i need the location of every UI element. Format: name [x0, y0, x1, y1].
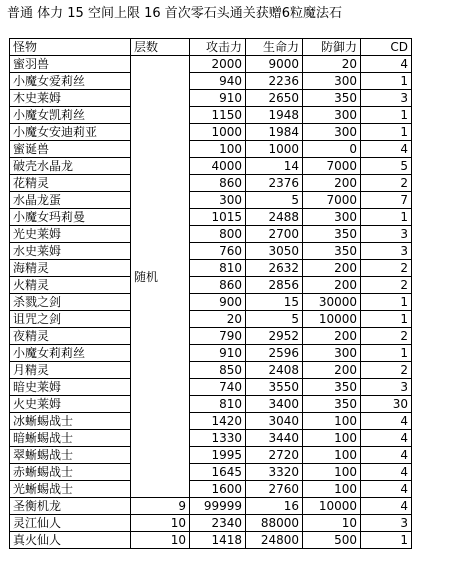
defense-cell: 200 — [303, 328, 361, 345]
defense-cell: 200 — [303, 175, 361, 192]
attack-cell: 1000 — [190, 124, 246, 141]
defense-cell: 100 — [303, 447, 361, 464]
cd-cell: 4 — [361, 481, 412, 498]
cd-cell: 4 — [361, 430, 412, 447]
cd-cell: 3 — [361, 515, 412, 532]
defense-cell: 100 — [303, 430, 361, 447]
attack-cell: 1995 — [190, 447, 246, 464]
hp-cell: 2650 — [246, 90, 303, 107]
cd-cell: 3 — [361, 243, 412, 260]
table-row — [10, 413, 412, 430]
hp-cell: 14 — [246, 158, 303, 175]
table-row — [10, 73, 412, 90]
cd-cell: 2 — [361, 362, 412, 379]
monster-name-cell: 赤蜥蜴战士 — [10, 464, 131, 481]
cd-cell: 4 — [361, 464, 412, 481]
attack-cell: 100 — [190, 141, 246, 158]
hp-cell: 2236 — [246, 73, 303, 90]
hp-cell: 1000 — [246, 141, 303, 158]
level-cell-random: 随机 — [131, 56, 190, 498]
defense-cell: 300 — [303, 107, 361, 124]
cd-cell: 3 — [361, 90, 412, 107]
defense-cell: 0 — [303, 141, 361, 158]
cd-cell: 1 — [361, 532, 412, 549]
monster-name-cell: 海精灵 — [10, 260, 131, 277]
hp-cell: 1948 — [246, 107, 303, 124]
monster-name-cell: 诅咒之剑 — [10, 311, 131, 328]
defense-cell: 200 — [303, 362, 361, 379]
page-title: 普通 体力 15 空间上限 16 首次零石头通关获赠6粒魔法石 — [7, 6, 343, 21]
cd-cell: 4 — [361, 56, 412, 73]
col-header-defense: 防御力 — [303, 39, 361, 56]
cd-cell: 3 — [361, 379, 412, 396]
monster-name-cell: 蜜诞兽 — [10, 141, 131, 158]
table-body — [10, 56, 412, 549]
attack-cell: 940 — [190, 73, 246, 90]
attack-cell: 99999 — [190, 498, 246, 515]
defense-cell: 10 — [303, 515, 361, 532]
hp-cell: 2632 — [246, 260, 303, 277]
table-row — [10, 260, 412, 277]
hp-cell: 2376 — [246, 175, 303, 192]
cd-cell: 2 — [361, 328, 412, 345]
defense-cell: 100 — [303, 464, 361, 481]
monster-name-cell: 火精灵 — [10, 277, 131, 294]
hp-cell: 2700 — [246, 226, 303, 243]
monster-name-cell: 小魔女安迪莉亚 — [10, 124, 131, 141]
cd-cell: 1 — [361, 124, 412, 141]
defense-cell: 10000 — [303, 498, 361, 515]
monster-name-cell: 灵江仙人 — [10, 515, 131, 532]
monster-name-cell: 暗史莱姆 — [10, 379, 131, 396]
table-row — [10, 107, 412, 124]
cd-cell: 1 — [361, 73, 412, 90]
attack-cell: 1420 — [190, 413, 246, 430]
cd-cell: 5 — [361, 158, 412, 175]
attack-cell: 810 — [190, 396, 246, 413]
col-header-cd: CD — [361, 39, 412, 56]
cd-cell: 4 — [361, 413, 412, 430]
defense-cell: 500 — [303, 532, 361, 549]
table-row — [10, 328, 412, 345]
attack-cell: 1418 — [190, 532, 246, 549]
col-header-monster: 怪物 — [10, 39, 131, 56]
monster-name-cell: 翠蜥蜴战士 — [10, 447, 131, 464]
defense-cell: 350 — [303, 396, 361, 413]
table-row — [10, 379, 412, 396]
col-header-level: 层数 — [131, 39, 190, 56]
monster-name-cell: 小魔女玛莉曼 — [10, 209, 131, 226]
monster-name-cell: 蜜羽兽 — [10, 56, 131, 73]
hp-cell: 9000 — [246, 56, 303, 73]
hp-cell: 5 — [246, 192, 303, 209]
attack-cell: 760 — [190, 243, 246, 260]
hp-cell: 2760 — [246, 481, 303, 498]
defense-cell: 200 — [303, 277, 361, 294]
cd-cell: 1 — [361, 294, 412, 311]
monster-name-cell: 木史莱姆 — [10, 90, 131, 107]
table-row — [10, 481, 412, 498]
defense-cell: 200 — [303, 260, 361, 277]
cd-cell: 7 — [361, 192, 412, 209]
hp-cell: 88000 — [246, 515, 303, 532]
table-row — [10, 56, 412, 73]
hp-cell: 3550 — [246, 379, 303, 396]
monster-name-cell: 冰蜥蜴战士 — [10, 413, 131, 430]
hp-cell: 3040 — [246, 413, 303, 430]
col-header-attack: 攻击力 — [190, 39, 246, 56]
defense-cell: 350 — [303, 90, 361, 107]
monster-name-cell: 水晶龙蛋 — [10, 192, 131, 209]
table-row — [10, 515, 412, 532]
cd-cell: 2 — [361, 260, 412, 277]
defense-cell: 300 — [303, 124, 361, 141]
table-row — [10, 345, 412, 362]
hp-cell: 2488 — [246, 209, 303, 226]
cd-cell: 1 — [361, 107, 412, 124]
hp-cell: 24800 — [246, 532, 303, 549]
monster-name-cell: 夜精灵 — [10, 328, 131, 345]
hp-cell: 3440 — [246, 430, 303, 447]
cd-cell: 2 — [361, 175, 412, 192]
attack-cell: 790 — [190, 328, 246, 345]
hp-cell: 2408 — [246, 362, 303, 379]
attack-cell: 860 — [190, 277, 246, 294]
monster-name-cell: 光蜥蜴战士 — [10, 481, 131, 498]
monster-name-cell: 小魔女莉莉丝 — [10, 345, 131, 362]
table-row — [10, 498, 412, 515]
table-row — [10, 192, 412, 209]
cd-cell: 4 — [361, 498, 412, 515]
hp-cell: 15 — [246, 294, 303, 311]
attack-cell: 1600 — [190, 481, 246, 498]
attack-cell: 740 — [190, 379, 246, 396]
table-row — [10, 311, 412, 328]
hp-cell: 3400 — [246, 396, 303, 413]
hp-cell: 2952 — [246, 328, 303, 345]
cd-cell: 3 — [361, 226, 412, 243]
attack-cell: 300 — [190, 192, 246, 209]
defense-cell: 350 — [303, 243, 361, 260]
monster-name-cell: 小魔女凯莉丝 — [10, 107, 131, 124]
attack-cell: 1015 — [190, 209, 246, 226]
monster-name-cell: 破壳水晶龙 — [10, 158, 131, 175]
hp-cell: 2720 — [246, 447, 303, 464]
defense-cell: 350 — [303, 226, 361, 243]
cd-cell: 30 — [361, 396, 412, 413]
attack-cell: 810 — [190, 260, 246, 277]
hp-cell: 16 — [246, 498, 303, 515]
defense-cell: 30000 — [303, 294, 361, 311]
level-cell: 10 — [131, 532, 190, 549]
monster-table — [9, 38, 412, 549]
attack-cell: 2340 — [190, 515, 246, 532]
monster-name-cell: 光史莱姆 — [10, 226, 131, 243]
table-row — [10, 396, 412, 413]
table-row — [10, 447, 412, 464]
monster-name-cell: 火史莱姆 — [10, 396, 131, 413]
hp-cell: 2856 — [246, 277, 303, 294]
monster-name-cell: 杀戮之剑 — [10, 294, 131, 311]
hp-cell: 3050 — [246, 243, 303, 260]
defense-cell: 10000 — [303, 311, 361, 328]
defense-cell: 100 — [303, 481, 361, 498]
attack-cell: 1645 — [190, 464, 246, 481]
cd-cell: 1 — [361, 209, 412, 226]
attack-cell: 910 — [190, 90, 246, 107]
attack-cell: 1150 — [190, 107, 246, 124]
attack-cell: 900 — [190, 294, 246, 311]
defense-cell: 300 — [303, 73, 361, 90]
table-row — [10, 158, 412, 175]
defense-cell: 7000 — [303, 192, 361, 209]
monster-name-cell: 花精灵 — [10, 175, 131, 192]
defense-cell: 300 — [303, 209, 361, 226]
hp-cell: 5 — [246, 311, 303, 328]
cd-cell: 1 — [361, 311, 412, 328]
table-row — [10, 277, 412, 294]
defense-cell: 300 — [303, 345, 361, 362]
attack-cell: 20 — [190, 311, 246, 328]
defense-cell: 100 — [303, 413, 361, 430]
monster-name-cell: 小魔女爱莉丝 — [10, 73, 131, 90]
monster-name-cell: 圣衡机龙 — [10, 498, 131, 515]
table-row — [10, 430, 412, 447]
table-row — [10, 90, 412, 107]
level-cell: 10 — [131, 515, 190, 532]
attack-cell: 800 — [190, 226, 246, 243]
attack-cell: 2000 — [190, 56, 246, 73]
defense-cell: 20 — [303, 56, 361, 73]
table-row — [10, 226, 412, 243]
level-cell: 9 — [131, 498, 190, 515]
table-row — [10, 532, 412, 549]
table-row — [10, 362, 412, 379]
defense-cell: 350 — [303, 379, 361, 396]
cd-cell: 1 — [361, 345, 412, 362]
cd-cell: 2 — [361, 277, 412, 294]
monster-name-cell: 暗蜥蜴战士 — [10, 430, 131, 447]
table-header-row — [10, 39, 412, 56]
monster-name-cell: 水史莱姆 — [10, 243, 131, 260]
cd-cell: 4 — [361, 141, 412, 158]
hp-cell: 3320 — [246, 464, 303, 481]
monster-name-cell: 真火仙人 — [10, 532, 131, 549]
table-row — [10, 243, 412, 260]
table-row — [10, 141, 412, 158]
table-row — [10, 209, 412, 226]
monster-name-cell: 月精灵 — [10, 362, 131, 379]
attack-cell: 910 — [190, 345, 246, 362]
hp-cell: 1984 — [246, 124, 303, 141]
attack-cell: 4000 — [190, 158, 246, 175]
defense-cell: 7000 — [303, 158, 361, 175]
attack-cell: 850 — [190, 362, 246, 379]
attack-cell: 860 — [190, 175, 246, 192]
cd-cell: 4 — [361, 447, 412, 464]
table-row — [10, 175, 412, 192]
table-row — [10, 124, 412, 141]
attack-cell: 1330 — [190, 430, 246, 447]
table-row — [10, 464, 412, 481]
col-header-hp: 生命力 — [246, 39, 303, 56]
hp-cell: 2596 — [246, 345, 303, 362]
table-row — [10, 294, 412, 311]
